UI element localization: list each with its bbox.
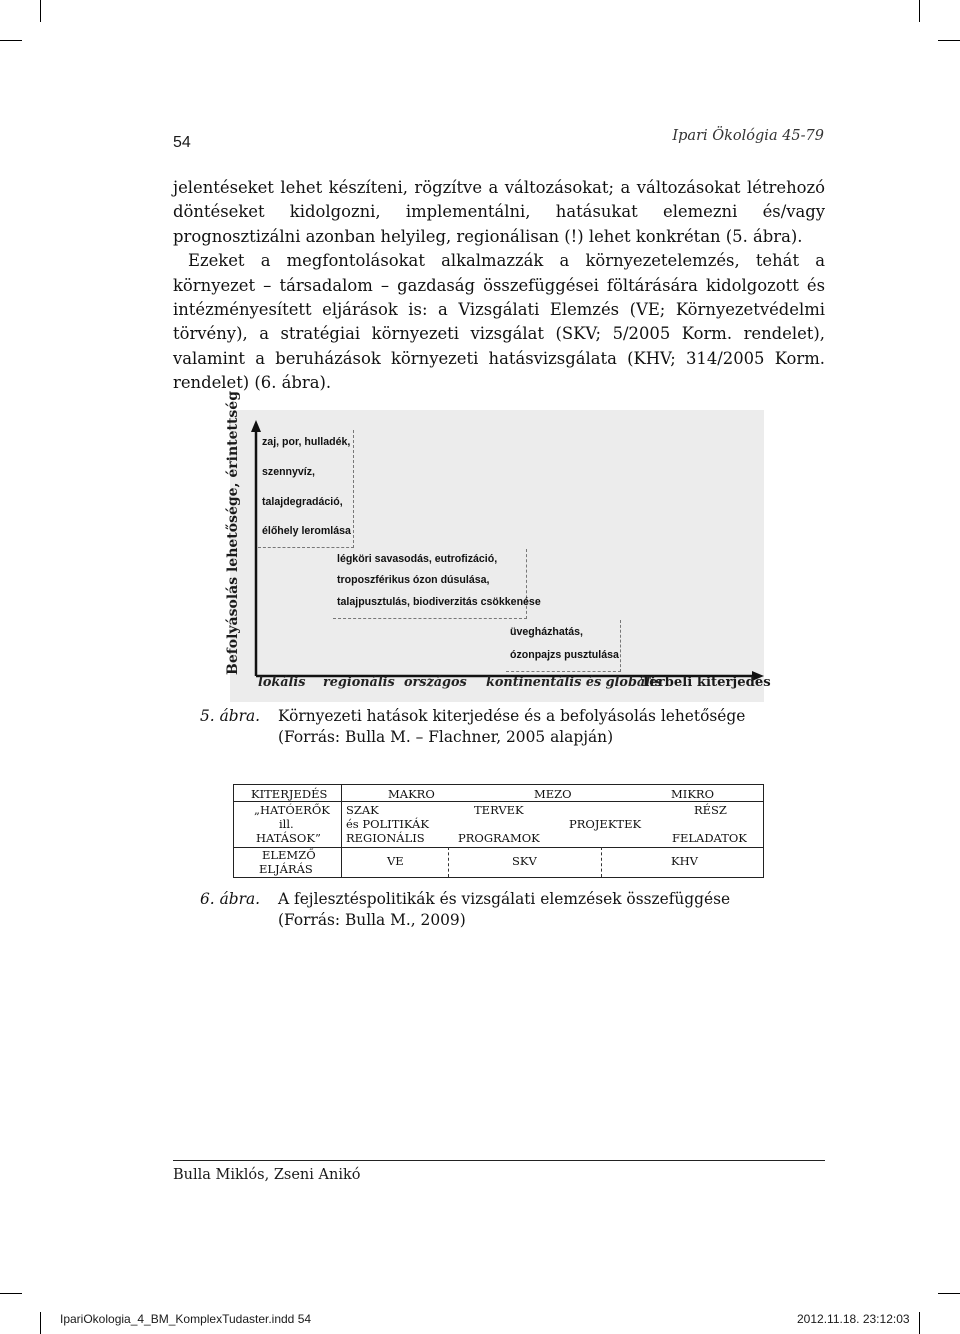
x-category-label: regionális: [323, 675, 395, 690]
table-header-makro: MAKRO: [388, 787, 435, 801]
box-item: talajdegradáció,: [262, 496, 343, 508]
caption-text: A fejlesztéspolitikák és vizsgálati elemzések összefüggése: [278, 890, 731, 908]
caption-source: (Forrás: Bulla M. – Flachner, 2005 alapján): [278, 728, 614, 746]
page-number: 54: [173, 134, 191, 151]
table-cell: PROGRAMOK: [458, 831, 540, 845]
crop-mark: [919, 0, 920, 22]
caption-text: Környezeti hatások kiterjedése és a befolyásolás lehetősége: [278, 707, 746, 725]
footer-authors: Bulla Miklós, Zseni Anikó: [173, 1167, 361, 1183]
x-category-label: kontinentális és globális: [486, 675, 663, 690]
table-cell: KHV: [671, 854, 698, 868]
footer-rule: [173, 1160, 825, 1161]
crop-mark: [919, 1312, 920, 1334]
table-row-label: „HATÓERŐK: [254, 803, 330, 817]
crop-mark: [938, 1293, 960, 1294]
crop-mark: [938, 40, 960, 41]
caption-source: (Forrás: Bulla M., 2009): [278, 911, 466, 929]
table-row-label: HATÁSOK”: [256, 831, 321, 845]
impact-box-local: [258, 430, 354, 548]
figure-6-table: [233, 784, 764, 878]
caption-number: 6. ábra.: [200, 890, 261, 908]
table-row-label: ELEMZŐ: [262, 848, 316, 862]
box-item: szennyvíz,: [262, 466, 315, 478]
table-cell: VE: [387, 854, 404, 868]
caption-number: 5. ábra.: [200, 707, 261, 725]
table-header-mezo: MEZO: [534, 787, 572, 801]
table-rule: [341, 785, 342, 877]
table-cell: SKV: [512, 854, 537, 868]
figure-5-caption: [200, 706, 800, 750]
impact-box-regional: [333, 549, 541, 619]
paragraph: Ezeket a megfontolásokat alkalmazzák a környezetelemzés, tehát a környezet – társadalom – gazdaság összefüggései föltárására kidolgozott és intézményesített eljárások is: a Vizsgálati Elemzés (VE; Környezetvédelmi törvény), a stratégiai környezeti vizsgálat (SKV; 5/2005 Korm. rendelet), valamint a beruházások környezeti hatásvizsgálata (KHV; 314/2005 Korm. rendelet) (6. ábra).: [173, 251, 825, 393]
table-cell: és POLITIKÁK: [346, 817, 429, 831]
crop-mark: [40, 1312, 41, 1334]
table-cell: TERVEK: [474, 803, 524, 817]
box-item: ózonpajzs pusztulása: [510, 649, 619, 661]
box-item: talajpusztulás, biodiverzitás csökkenése: [337, 596, 541, 608]
y-axis-label: Befolyásolás lehetősége, érintettség: [225, 390, 241, 675]
table-cell: SZAK: [346, 803, 379, 817]
x-category-label: lokális: [258, 675, 306, 690]
box-item: troposzférikus ózon dúsulása,: [337, 574, 490, 586]
table-header-mikro: MIKRO: [671, 787, 714, 801]
table-cell: RÉSZ: [694, 803, 727, 817]
x-category-label: országos: [404, 675, 467, 690]
figure-6-caption: [200, 889, 800, 933]
impact-box-global: [506, 620, 621, 672]
box-item: üvegházhatás,: [510, 626, 584, 638]
crop-mark: [0, 40, 22, 41]
slug-filename: IpariOkologia_4_BM_KomplexTudaster.indd 54: [60, 1312, 312, 1326]
crop-mark: [40, 0, 41, 22]
box-item: élőhely leromlása: [262, 525, 351, 537]
table-row-label: ELJÁRÁS: [259, 862, 313, 876]
table-rule: [234, 801, 763, 802]
table-cell: FELADATOK: [672, 831, 747, 845]
table-divider: [601, 847, 602, 877]
table-divider: [448, 847, 449, 877]
table-cell: PROJEKTEK: [569, 817, 642, 831]
table-cell: REGIONÁLIS: [346, 831, 425, 845]
running-head: Ipari Ökológia 45-79: [672, 128, 824, 144]
box-item: zaj, por, hulladék,: [262, 436, 351, 448]
figure-5: [225, 390, 764, 702]
x-axis-title: Térbeli kiterjedés: [641, 675, 771, 690]
slug-datetime: 2012.11.18. 23:12:03: [797, 1312, 910, 1326]
crop-mark: [0, 1293, 22, 1294]
box-item: légköri savasodás, eutrofizáció,: [337, 553, 498, 565]
table-row-label: ill.: [279, 817, 294, 831]
body-text: [173, 176, 825, 396]
paragraph: jelentéseket lehet készíteni, rögzítve a változásokat; a változásokat létrehozó döntéseket kidolgozni, implementálni, hatásukat elemezni és/vagy prognosztizálni azonban helyileg, regionálisan (!) lehet konkrétan (5. ábra).: [173, 178, 825, 246]
table-header-label: KITERJEDÉS: [251, 787, 328, 801]
